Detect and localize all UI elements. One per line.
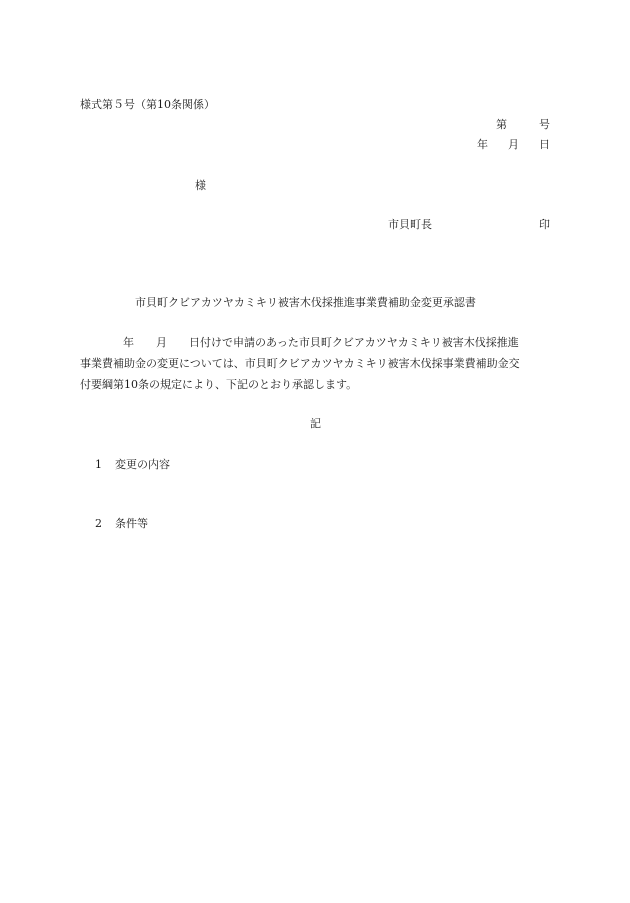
item-2 [95, 518, 148, 529]
item-2-number: 2 [95, 517, 102, 530]
item-2-label: 条件等 [115, 517, 148, 530]
document-title: 市貝町クビアカツヤカミキリ被害木伐採推進事業費補助金変更承認書 [135, 296, 476, 309]
document-number [496, 119, 550, 130]
body-line-1-text: 日付けで申請のあった市貝町クビアカツヤカミキリ被害木伐採推進 [189, 336, 519, 349]
item-1-number: 1 [95, 458, 102, 471]
body-line-1 [80, 337, 519, 348]
date-day: 日 [539, 138, 550, 151]
form-label: 様式第５号（第10条関係） [80, 98, 215, 111]
document-number-go: 号 [539, 118, 550, 131]
issuer-title: 市貝町長 [388, 218, 432, 231]
addressee-suffix: 様 [195, 179, 206, 192]
item-1 [95, 459, 170, 470]
date-month: 月 [508, 138, 519, 151]
body-line-2: 事業費補助金の変更については、市貝町クビアカツヤカミキリ被害木伐採事業費補助金交 [80, 357, 520, 370]
body-year: 年 [123, 336, 134, 349]
seal-mark: 印 [539, 218, 550, 231]
body-line-3: 付要綱第10条の規定により、下記のとおり承認します。 [80, 378, 358, 391]
item-1-label: 変更の内容 [115, 458, 170, 471]
body-month: 月 [156, 336, 167, 349]
document-number-dai: 第 [496, 118, 507, 131]
date-year: 年 [477, 138, 488, 151]
issue-date [477, 139, 550, 150]
ki-heading: 記 [310, 417, 321, 430]
